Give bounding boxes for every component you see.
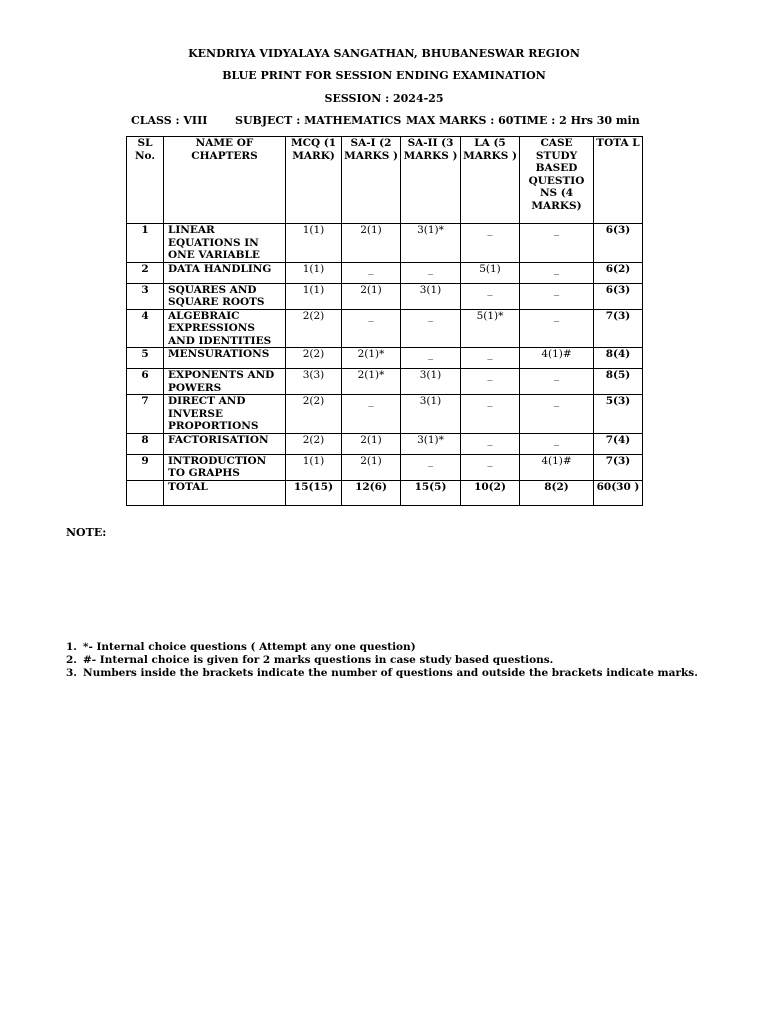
header-chapter-name: NAME OF CHAPTERS [164,137,286,224]
cell-sl: 6 [127,369,164,395]
cell-mcq: 3(3) [286,369,342,395]
cell-total: 8(5) [594,369,643,395]
cell-sl: 1 [127,224,164,263]
cell-sl: 3 [127,283,164,309]
cell-sl: 7 [127,395,164,434]
cell-total: 6(3) [594,283,643,309]
cell-total: 7(3) [594,454,643,480]
cell-sa1: 2(1)* [342,348,401,369]
header-case-study: CASE STUDY BASED QUESTIO NS (4 MARKS) [520,137,594,224]
cell-sa1: _ [342,309,401,348]
cell-total: 6(3) [594,224,643,263]
note-number: 2. [66,654,77,666]
table-row [127,262,643,283]
subject-label: SUBJECT : MATHEMATICS [235,114,402,127]
cell-case-study: 4(1)# [520,454,594,480]
cell-sa1: _ [342,262,401,283]
header-mcq: MCQ (1 MARK) [286,137,342,224]
cell-sl: 4 [127,309,164,348]
cell-chapter: ALGEBRAIC EXPRESSIONS AND IDENTITIES [164,309,286,348]
cell-la: _ [461,454,520,480]
table-row [127,369,643,395]
cell-mcq: 2(2) [286,395,342,434]
cell-sa2: _ [401,262,461,283]
table-row [127,348,643,369]
cell-sa1: 12(6) [342,480,401,505]
cell-sa1: 2(1) [342,433,401,454]
cell-chapter: INTRODUCTION TO GRAPHS [164,454,286,480]
note-label: NOTE: [66,526,107,539]
table-row [127,395,643,434]
table-header-row [127,137,643,224]
cell-case-study: _ [520,309,594,348]
header-sl-no: SL No. [127,137,164,224]
cell-sa1: 2(1) [342,224,401,263]
cell-la: _ [461,433,520,454]
cell-mcq: 1(1) [286,454,342,480]
cell-total: 7(4) [594,433,643,454]
cell-total: 8(4) [594,348,643,369]
cell-sa2: 3(1) [401,283,461,309]
list-item [66,641,698,654]
cell-sa2: 3(1) [401,369,461,395]
cell-sa2: 3(1) [401,395,461,434]
cell-chapter: TOTAL [164,480,286,505]
cell-total: 6(2) [594,262,643,283]
cell-la: _ [461,369,520,395]
cell-la: _ [461,283,520,309]
list-item [66,667,698,680]
cell-mcq: 15(15) [286,480,342,505]
table-total-row [127,480,643,505]
cell-chapter: DIRECT AND INVERSE PROPORTIONS [164,395,286,434]
cell-chapter: SQUARES AND SQUARE ROOTS [164,283,286,309]
cell-sa2: 15(5) [401,480,461,505]
cell-case-study: _ [520,224,594,263]
cell-mcq: 1(1) [286,224,342,263]
max-marks-label: MAX MARKS : 60 [406,114,514,127]
table-row [127,309,643,348]
cell-la: _ [461,348,520,369]
cell-sl: 8 [127,433,164,454]
cell-case-study: _ [520,283,594,309]
cell-sl [127,480,164,505]
cell-case-study: _ [520,433,594,454]
cell-mcq: 1(1) [286,262,342,283]
cell-la: 5(1)* [461,309,520,348]
cell-chapter: MENSURATIONS [164,348,286,369]
cell-mcq: 2(2) [286,433,342,454]
note-number: 3. [66,667,77,679]
exam-title: BLUE PRINT FOR SESSION ENDING EXAMINATION [222,69,546,82]
table-row [127,283,643,309]
cell-chapter: FACTORISATION [164,433,286,454]
header-total: TOTA L [594,137,643,224]
time-label: TIME : 2 Hrs 30 min [513,114,640,127]
cell-sa2: _ [401,348,461,369]
cell-la: 5(1) [461,262,520,283]
cell-case-study: _ [520,369,594,395]
region-title: KENDRIYA VIDYALAYA SANGATHAN, BHUBANESWAR REGION [188,47,580,60]
cell-total: 7(3) [594,309,643,348]
notes-list [66,641,698,680]
cell-chapter: DATA HANDLING [164,262,286,283]
cell-case-study: _ [520,395,594,434]
exam-meta-line [131,114,640,128]
cell-sa2: _ [401,309,461,348]
cell-sl: 2 [127,262,164,283]
cell-sa2: 3(1)* [401,433,461,454]
cell-la: _ [461,224,520,263]
list-item [66,654,698,667]
note-text: #- Internal choice is given for 2 marks questions in case study based questions. [83,654,554,666]
cell-sa2: 3(1)* [401,224,461,263]
cell-sa2: _ [401,454,461,480]
cell-total: 60(30 ) [594,480,643,505]
cell-sa1: 2(1) [342,283,401,309]
cell-sa1: 2(1)* [342,369,401,395]
table-row [127,224,643,263]
cell-sl: 9 [127,454,164,480]
cell-la: _ [461,395,520,434]
cell-case-study: _ [520,262,594,283]
session-title: SESSION : 2024-25 [324,92,444,105]
header-la: LA (5 MARKS ) [461,137,520,224]
class-label: CLASS : VIII [131,114,208,127]
blueprint-table [126,136,643,506]
cell-mcq: 2(2) [286,309,342,348]
cell-chapter: LINEAR EQUATIONS IN ONE VARIABLE [164,224,286,263]
table-row [127,433,643,454]
cell-total: 5(3) [594,395,643,434]
cell-sa1: _ [342,395,401,434]
cell-case-study: 4(1)# [520,348,594,369]
cell-sl: 5 [127,348,164,369]
header-sa-ii: SA-II (3 MARKS ) [401,137,461,224]
note-text: *- Internal choice questions ( Attempt any one question) [83,641,416,653]
cell-sa1: 2(1) [342,454,401,480]
cell-case-study: 8(2) [520,480,594,505]
note-number: 1. [66,641,77,653]
cell-la: 10(2) [461,480,520,505]
cell-mcq: 1(1) [286,283,342,309]
note-text: Numbers inside the brackets indicate the number of questions and outside the brackets indicate marks. [83,667,698,679]
header-sa-i: SA-I (2 MARKS ) [342,137,401,224]
cell-chapter: EXPONENTS AND POWERS [164,369,286,395]
table-row [127,454,643,480]
cell-mcq: 2(2) [286,348,342,369]
